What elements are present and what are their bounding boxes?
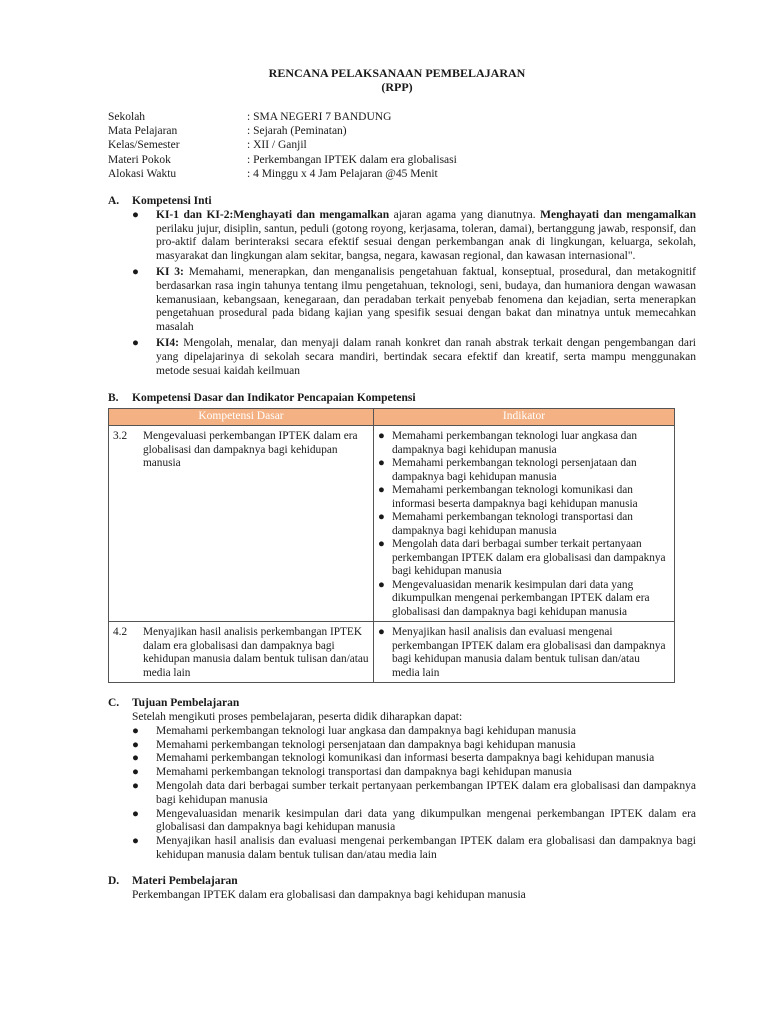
list-item: ● Menyajikan hasil analisis dan evaluasi mengenai perkembangan IPTEK dalam era globalisasi dan dampaknya bagi kehidupan manusia dalam bentuk tulisan dan/atau media lain: [378, 626, 666, 679]
section-d-body: [108, 889, 696, 903]
bullet-icon: ●: [132, 779, 139, 792]
list-item: ● Memahami perkembangan teknologi luar angkasa dan dampaknya bagi kehidupan manusia: [132, 724, 576, 737]
identity-row: [108, 167, 457, 181]
identity-label: Materi Pokok: [108, 153, 171, 166]
bullet-icon: ●: [378, 457, 385, 470]
bullet-icon: ●: [378, 578, 385, 591]
section-c-body: [108, 711, 696, 863]
bullet-icon: ●: [378, 484, 385, 497]
section-title: Tujuan Pembelajaran: [132, 697, 240, 710]
list-item: [132, 337, 696, 378]
bullet-icon: ●: [132, 336, 139, 349]
list-item: ● Memahami perkembangan teknologi transportasi dan dampaknya bagi kehidupan manusia: [132, 766, 572, 779]
identity-row: [108, 124, 457, 138]
list-item: ● Menyajikan hasil analisis dan evaluasi mengenai perkembangan IPTEK dalam era globalisasi dan dampaknya bagi kehidupan manusia dalam bentuk tulisan dan/atau media lain: [132, 835, 696, 861]
list-item: ● Memahami perkembangan teknologi komunikasi dan informasi beserta dampaknya bagi kehidupan manusia: [132, 752, 655, 765]
document-subtitle: (RPP): [381, 80, 413, 94]
indikator-cell: [374, 426, 675, 622]
list-item: ● Mengevaluasidan menarik kesimpulan dari data yang dikumpulkan mengenai perkembangan IPTEK dalam era globalisasi dan dampaknya bagi kehidupan manusia: [378, 578, 650, 618]
indikator-list: [378, 430, 670, 619]
tujuan-list: [132, 725, 696, 863]
ki4-label: KI4:: [156, 336, 179, 349]
ki4-text: Mengolah, menalar, dan menyaji dalam ranah konkret dan ranah abstrak terkait dengan pengembangan dari yang dipelajarinya di sekolah secara mandiri, bertindak secara efektif dan kreatif, serta mampu menggunakan metode sesuai kaidah keilmuan: [156, 336, 696, 377]
identity-value: : SMA NEGERI 7 BANDUNG: [247, 111, 392, 123]
list-item: ● Mengevaluasidan menarik kesimpulan dari data yang dikumpulkan mengenai perkembangan IPTEK dalam era globalisasi dan dampaknya bagi kehidupan manusia: [132, 807, 696, 834]
bullet-icon: ●: [132, 835, 139, 848]
section-c-heading: [108, 697, 696, 711]
list-item: ● Memahami perkembangan teknologi persenjataan dan dampaknya bagi kehidupan manusia: [132, 738, 576, 751]
identity-row: [108, 153, 457, 167]
bullet-icon: ●: [132, 738, 139, 751]
kd-cell: [109, 426, 374, 622]
list-item: ● Memahami perkembangan teknologi transportasi dan dampaknya bagi kehidupan manusia: [378, 511, 633, 537]
section-letter: D.: [108, 874, 120, 887]
indikator-cell: [374, 622, 675, 683]
identity-value: : Perkembangan IPTEK dalam era globalisasi: [247, 153, 457, 166]
list-item: ● Memahami perkembangan teknologi luar angkasa dan dampaknya bagi kehidupan manusia: [378, 430, 637, 456]
column-header-indikator: Indikator: [374, 409, 675, 426]
ki3-text: Memahami, menerapkan, dan menganalisis pengetahuan faktual, konseptual, prosedural, dan metakognitif berdasarkan rasa ingin tahunya tentang ilmu pengetahuan, teknologi, seni, budaya, dan humaniora dengan wawasan kemanusiaan, kebangsaan, kenegaraan, dan peradaban terkait penyebab fenomena dan kejadian, serta menerapkan pengetahuan prosedural pada bidang kajian yang spesifik sesuai dengan bakat dan minatnya untuk memecahkan masalah: [156, 266, 697, 334]
kd-text: Mengevaluasi perkembangan IPTEK dalam era globalisasi dan dampaknya bagi kehidupan manusia: [143, 430, 358, 470]
identity-label: Kelas/Semester: [108, 139, 180, 152]
document-header: [98, 66, 696, 94]
table-row: [109, 426, 675, 622]
bullet-icon: ●: [132, 766, 139, 779]
identity-table: [108, 110, 457, 181]
identity-label: Mata Pelajaran: [108, 125, 178, 138]
ki1-text-continued: perilaku jujur, disiplin, santun, peduli (gotong royong, kerjasama, toleran, damai), bertanggung jawab, responsif, dan pro-aktif dalam berinteraksi secara efektif sesuai dengan perkembangan anak di lingkungan, keluarga, sekolah, masyarakat dan lingkungan alam sekitar, bangsa, negara, kawasan regional, dan kawasan internasional".: [156, 222, 696, 263]
identity-row: [108, 110, 457, 124]
identity-value: : XII / Ganjil: [247, 139, 307, 152]
bullet-icon: ●: [132, 807, 139, 820]
ki3-label: KI 3:: [156, 266, 184, 278]
table-header-row: [109, 409, 675, 426]
kd-text: Menyajikan hasil analisis perkembangan IPTEK dalam era globalisasi dan dampaknya bagi kehidupan manusia dalam bentuk tulisan dan/atau media lain: [143, 626, 369, 679]
identity-value: : 4 Minggu x 4 Jam Pelajaran @45 Menit: [247, 167, 438, 180]
section-title: Materi Pembelajaran: [132, 874, 238, 887]
section-letter: C.: [108, 697, 120, 710]
section-a-body: [108, 209, 696, 379]
ki1-text: ajaran agama yang dianutnya.: [389, 208, 541, 221]
bullet-icon: ●: [132, 266, 139, 278]
section-d-heading: [108, 875, 696, 889]
column-header-kompetensi-dasar: Kompetensi Dasar: [109, 409, 374, 426]
bullet-icon: ●: [132, 208, 139, 221]
list-item: [132, 209, 696, 264]
materi-text: Perkembangan IPTEK dalam era globalisasi dan dampaknya bagi kehidupan manusia: [132, 888, 526, 901]
bullet-icon: ●: [132, 752, 139, 765]
table-row: [109, 622, 675, 683]
identity-row: [108, 138, 457, 152]
section-a-heading: [108, 195, 696, 209]
section-title: Kompetensi Inti: [132, 195, 212, 208]
bullet-icon: ●: [378, 626, 385, 639]
bullet-icon: ●: [132, 724, 139, 737]
kd-number: 3.2: [113, 430, 128, 443]
kompetensi-dasar-table: [108, 408, 675, 683]
tujuan-intro: Setelah mengikuti proses pembelajaran, peserta didik diharapkan dapat:: [132, 710, 463, 723]
ki1-label: KI-1 dan KI-2:Menghayati dan mengamalkan: [156, 208, 390, 221]
bullet-icon: ●: [378, 511, 385, 524]
list-item: ● Mengolah data dari berbagai sumber terkait pertanyaan perkembangan IPTEK dalam era globalisasi dan dampaknya bagi kehidupan manusia: [132, 779, 696, 806]
ki1-emphasis: Menghayati dan mengamalkan: [540, 208, 696, 221]
identity-value: : Sejarah (Peminatan): [247, 125, 347, 138]
indikator-list: [378, 626, 670, 680]
list-item: ● Mengolah data dari berbagai sumber terkait pertanyaan perkembangan IPTEK dalam era globalisasi dan dampaknya bagi kehidupan manusia: [378, 538, 666, 578]
list-item: ● Memahami perkembangan teknologi persenjataan dan dampaknya bagi kehidupan manusia: [378, 457, 637, 483]
section-b-heading: [108, 392, 696, 406]
list-item: [132, 266, 696, 335]
section-letter: A.: [108, 195, 120, 208]
kd-number: 4.2: [113, 626, 128, 639]
section-title: Kompetensi Dasar dan Indikator Pencapaian Kompetensi: [132, 392, 416, 405]
bullet-icon: ●: [378, 538, 385, 551]
kompetensi-inti-list: [132, 209, 696, 379]
bullet-icon: ●: [378, 430, 385, 443]
section-letter: B.: [108, 392, 119, 405]
document-title: RENCANA PELAKSANAAN PEMBELAJARAN: [268, 66, 526, 80]
list-item: ● Memahami perkembangan teknologi komunikasi dan informasi beserta dampaknya bagi kehidupan manusia: [378, 484, 638, 510]
identity-label: Sekolah: [108, 111, 146, 123]
kd-cell: [109, 622, 374, 683]
identity-label: Alokasi Waktu: [108, 167, 177, 180]
